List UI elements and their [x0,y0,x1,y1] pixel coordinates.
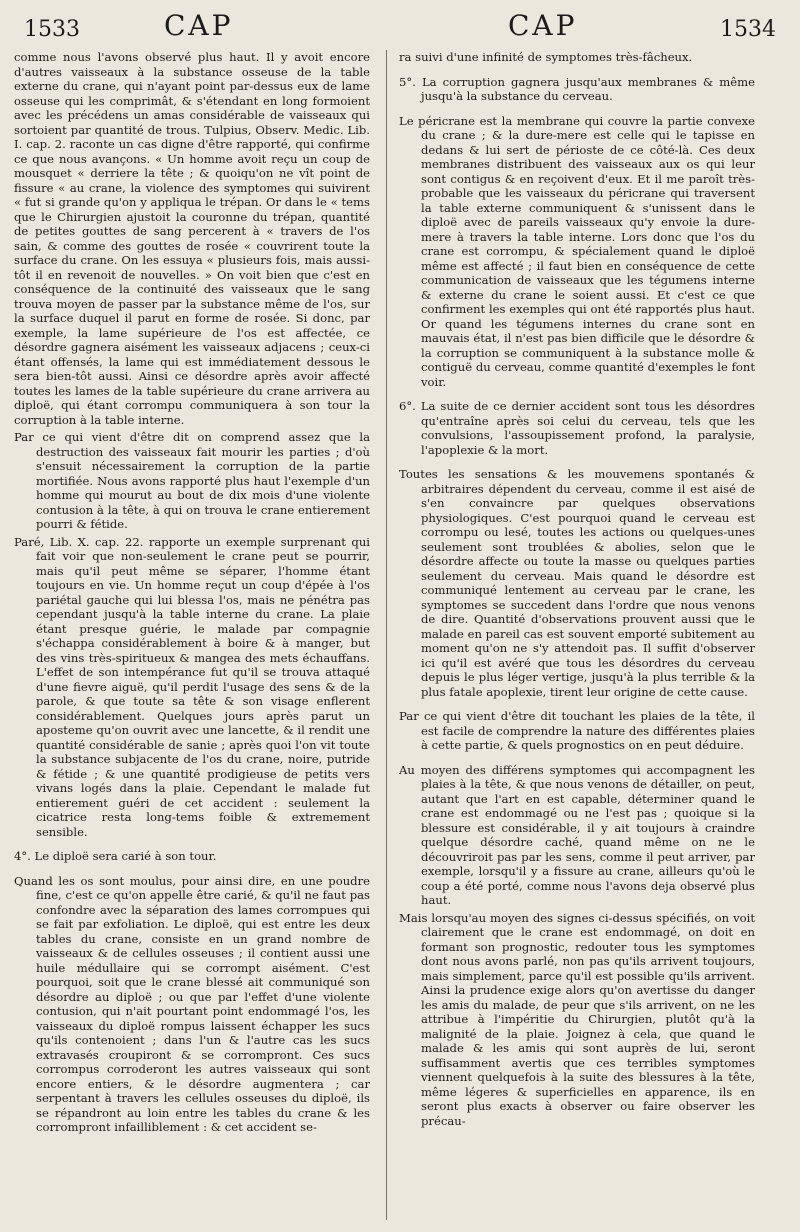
paragraph: ra suivi d'une infinité de symptomes très-fâcheux. [399,50,693,64]
paragraph: Quand les os sont moulus, pour ainsi dire, en une poudre fine, c'est ce qu'on appelle être carié, & qu'il ne faut pas confondre avec la séparation des lames corrompues qui se fait par exfoliation. Le diploë, qui est entre les deux tables du crane, consiste en un grand nombre de vaisseaux & de cellules osseuses ; il contient aussi une huile médullaire qui se corrompt aisément. C'est pourquoi, soit que le crane blessé ait communiqué son désordre au diploë ; ou que par l'effet d'une violente contusion, qui n'ait pourtant point endommagé l'os, les vaisseaux du diploë rompus laissent échapper les sucs qu'ils contenoient ; dans l'un & l'autre cas les sucs extravasés croupiront & se corrompront. Ces sucs corrompus corroderont les autres vaisseaux qui sont encore entiers, & le désordre augmentera ; car serpentant à travers les cellules osseuses du diploë, ils se répandront au loin entre les tables du crane & les corrompront infailliblement : & cet accident se- [14,873,370,1134]
paragraph: Par ce qui vient d'être dit touchant les plaies de la tête, il est facile de comprendre la nature des différentes plaies à cette partie, & quels prognostics on en peut déduire. [399,709,755,752]
paragraph: Paré, Lib. X. cap. 22. rapporte un exemple surprenant qui fait voir que non-seulement le crane peut se pourrir, mais qu'il peut même se séparer, l'homme étant toujours en vie. Un homme reçut un coup d'épée à l'os pariétal gauche qui lui blessa l'os, mais ne pénétra pas cependant jusqu'à la table interne du crane. La plaie étant presque guérie, le malade par compagnie s'échappa considérablement à boire & à manger, but des vins très-spiritueux & mangea des mets échauffans. L'effet de son intempérance fut qu'il se trouva attaqué d'une fievre aiguë, qu'il perdit l'usage des sens & de la parole, & que toute sa tête & son visage enflerent considérablement. Quelques jours après parut un aposteme qu'on ouvrit avec une lancette, & il rendit une quantité considérable de sanie ; après quoi l'on vit toute la substance subjacente de l'os du crane, noire, putride & fétide ; & une quantité prodigieuse de petits vers vivans logés dans la plaie. Cependant le malade fut entierement guéri de cet accident : seulement la cicatrice resta long-tems foible & extremement sensible. [14,534,370,839]
paragraph: Par ce qui vient d'être dit on comprend assez que la destruction des vaisseaux fait mourir les parties ; d'où s'ensuit nécessairement la corruption de la partie mortifiée. Nous avons rapporté plus haut l'exemple d'un homme qui mourut au bout de dix mois d'une violente contusion à la tête, à qui on trouva le crane entierement pourri & fétide. [14,430,370,531]
section-heading: 6°. La suite de ce dernier accident sont tous les désordres qu'entraîne après soi celui du cerveau, tels que les convulsions, l'assoupissement profond, la paralysie, l'apoplexie & la mort. [399,399,755,457]
paragraph: Toutes les sensations & les mouvemens spontanés & arbitraires dépendent du cerveau, comme il est aisé de s'en convaincre par quelques observations physiologiques. C'est pourquoi quand le cerveau est corrompu ou lesé, toutes les actions ou quelques-unes seulement sont troublées & abolies, selon que le désordre affecte ou toute la masse ou quelques parties seulement du cerveau. Mais quand le désordre est communiqué lentement au cerveau par le crane, les symptomes se succedent dans l'ordre que nous venons de dire. Quantité d'observations prouvent aussi que le malade en pareil cas est souvent emporté subitement au moment qu'on ne s'y attendoit pas. Il suffit d'observer ici qu'il est avéré que tous les désordres du cerveau depuis le plus léger vertige, jusqu'à la plus terrible & la plus fatale apoplexie, tirent leur origine de cette cause. [399,467,755,699]
paragraph: Au moyen des différens symptomes qui accompagnent les plaies à la tête, & que nous venons de détailler, on peut, autant que l'art en est capable, déterminer quand le crane est endommagé ou ne l'est pas ; quoique si la blessure est considérable, il y ait toujours à craindre quelque désordre caché, quand même on ne le découvriroit pas par les sens, comme il peut arriver, par exemple, lorsqu'il y a fissure au crane, ailleurs qu'où le coup a été porté, comme nous l'avons deja observé plus haut. [399,762,755,907]
running-title-left: CAP [164,9,234,42]
paragraph: Mais lorsqu'au moyen des signes ci-dessus spécifiés, on voit clairement que le crane est endommagé, on doit en formant son prognostic, redouter tous les symptomes dont nous avons parlé, non pas qu'ils arrivent toujours, mais simplement, parce qu'il est possible qu'ils arrivent. Ainsi la prudence exige alors qu'on avertisse du danger les amis du malade, de peur que s'ils arrivent, on ne les attribue à l'impéritie du Chirurgien, plutôt qu'à la malignité de la plaie. Joignez à cela, que quand le malade & les amis qui sont auprès de lui, seront suffisamment avertis que ces terribles symptomes viennent quelquefois à la suite des blessures à la tête, même légeres & superficielles en apparence, ils en seront plus exacts à observer ou faire observer les précau- [399,910,755,1128]
page-number-left: 1533 [24,17,80,42]
right-column [399,50,755,1220]
column-divider [386,50,387,1220]
paragraph: comme nous l'avons observé plus haut. Il y avoit encore d'autres vaisseaux à la substance osseuse de la table externe du crane, qui n'ayant point par-dessus eux de lame osseuse qui les comprimât, & s'étendant en long formoient avec les précédens un amas considérable de vaisseaux qui sortoient par quantité de trous. Tulpius, Observ. Medic. Lib. I. cap. 2. raconte un cas digne d'être rapporté, qui confirme ce que nous avançons. « Un homme avoit reçu un coup de mousquet « derriere la tête ; & quoiqu'on ne vît point de fissure « au crane, la violence des symptomes qui suivirent « fut si grande qu'on y appliqua le trépan. Or dans le « tems que le Chirurgien ajustoit la couronne du trépan, quantité de petites gouttes de sang percerent à « travers de l'os sain, & comme des gouttes de rosée « couvrirent toute la surface du crane. On les essuya « plusieurs fois, mais aussi-tôt il en revenoit de nouvelles. » On voit bien que c'est en conséquence de la continuité des vaisseaux que le sang trouva moyen de passer par la substance même de l'os, sur la surface duquel il parut en forme de rosée. Si donc, par exemple, la lame supérieure de l'os est affectée, ce désordre gagnera aisément les vaisseaux adjacens ; ceux-ci étant offensés, la lame qui est immédiatement dessous le sera bien-tôt aussi. Ainsi ce désordre après avoir affecté toutes les lames de la table supérieure du crane arrivera au diploë, qui étant corrompu communiquera à son tour la corruption à la table interne. [14,50,370,427]
left-column [14,50,370,1220]
page-number-right: 1534 [720,17,776,42]
section-heading: 5°. La corruption gagnera jusqu'aux membranes & même jusqu'à la substance du cerveau. [399,74,755,103]
paragraph: Le péricrane est la membrane qui couvre la partie convexe du crane ; & la dure-mere est celle qui le tapisse en dedans & lui sert de périoste de ce côté-là. Ces deux membranes distribuent des vaisseaux aux os qui leur sont contigus & en reçoivent d'eux. Et il me paroît très-probable que les vaisseaux du péricrane qui traversent la table externe communiquent & s'unissent dans le diploë avec de pareils vaisseaux qu'y envoie la dure-mere à travers la table interne. Lors donc que l'os du crane est corrompu, & spécialement quand le diploë même est affecté ; il faut bien en conséquence de cette communication de vaisseaux que les tégumens interne & externe du crane le soient aussi. Et c'est ce que confirment les exemples qui ont été rapportés plus haut. Or quand les tégumens internes du crane sont en mauvais état, il n'est pas bien difficile que le désordre & la corruption se communiquent à la substance molle & contiguë du cerveau, comme quantité d'exemples le font voir. [399,113,755,389]
text-columns [14,50,786,1220]
running-header [14,8,786,50]
running-title-right: CAP [508,9,578,42]
section-heading: 4°. Le diploë sera carié à son tour. [14,849,217,863]
